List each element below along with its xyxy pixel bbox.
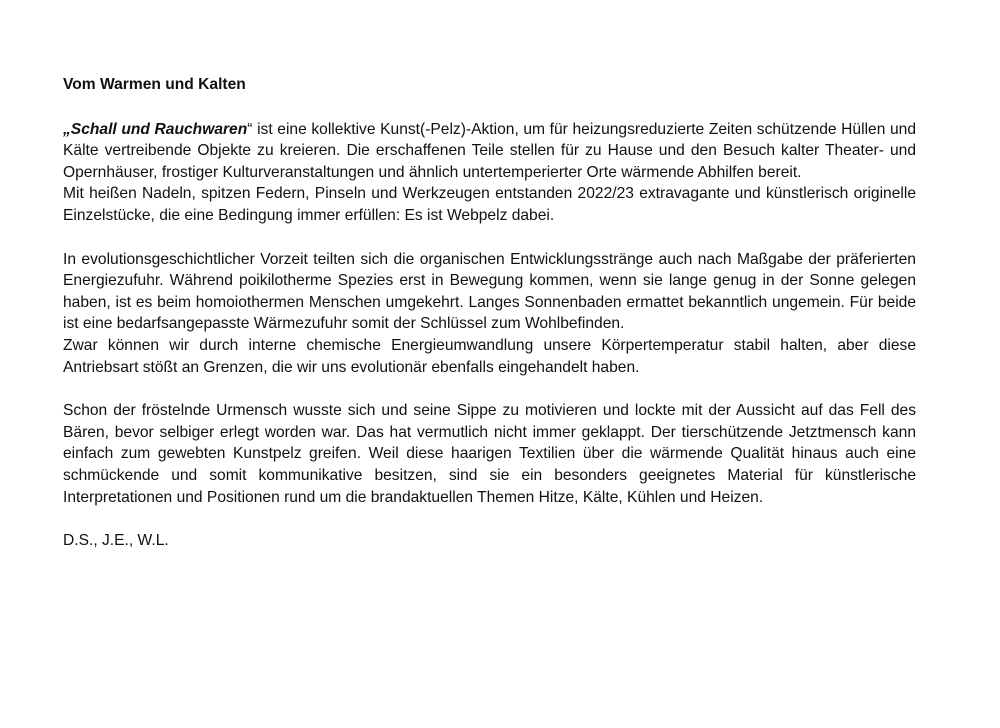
work-title-quoted [63,121,247,138]
document-title: Vom Warmen und Kalten [63,76,246,93]
energy-paragraph: Zwar können wir durch interne chemische Energieumwandlung unsere Körpertemperatur stabil halten, aber diese Antriebsart stößt an Grenzen, die wir uns evolutionär ebenfalls eingehandelt haben. [63,336,916,376]
document-page [63,74,916,552]
materials-paragraph: Mit heißen Nadeln, spitzen Federn, Pinseln und Werkzeugen entstanden 2022/23 extravagante und künstlerisch originelle Einzelstücke, die eine Bedingung immer erfüllen: Es ist Webpelz dabei. [63,185,916,224]
intro-text: ist eine kollektive Kunst(-Pelz)-Aktion, um für heizungsreduzierte Zeiten schützende Hüllen und Kälte vertreibende Objekte zu kreieren. Die erschaffenen Teile stellen für zu Hause und den Besuch kalter Theater- und Opernhäuser, frostiger Kulturveranstaltungen und ähnlich untertemperierter Orte wärmende Abhilfen bereit. [63,120,917,181]
intro-paragraph [63,119,916,184]
work-title: Schall und Rauchwaren [70,120,248,138]
signature: D.S., J.E., W.L. [63,532,169,550]
close-quote: “ [247,120,253,138]
fur-paragraph: Schon der fröstelnde Urmensch wusste sich und seine Sippe zu motivieren und lockte mit der Aussicht auf das Fell des Bären, bevor selbiger erlegt worden war. Das hat vermutlich nicht immer geklappt. Der tierschützende Jetztmensch kann einfach zum gewebten Kunstpelz greifen. Weil diese haarigen Textilien über die wärmende Qualität hinaus auch eine schmückende und somit kommunikative besitzen, sind sie ein besonders geeignetes Material für künstlerische Interpretationen und Positionen rund um die brandaktuellen Themen Hitze, Kälte, Kühlen und Heizen. [63,402,916,506]
open-quote: „ [63,120,71,138]
evolution-paragraph: In evolutionsgeschichtlicher Vorzeit teilten sich die organischen Entwicklungsstränge auch nach Maßgabe der präferierten Energiezufuhr. Während poikilotherme Spezies erst in Bewegung kommen, wenn sie lange genug in der Sonne gelegen haben, ist es beim homoiothermen Menschen umgekehrt. Langes Sonnenbaden ermattet bekanntlich ungemein. Für beide ist eine bedarfsangepasste Wärmezufuhr somit der Schlüssel zum Wohlbefinden. [63,250,916,333]
